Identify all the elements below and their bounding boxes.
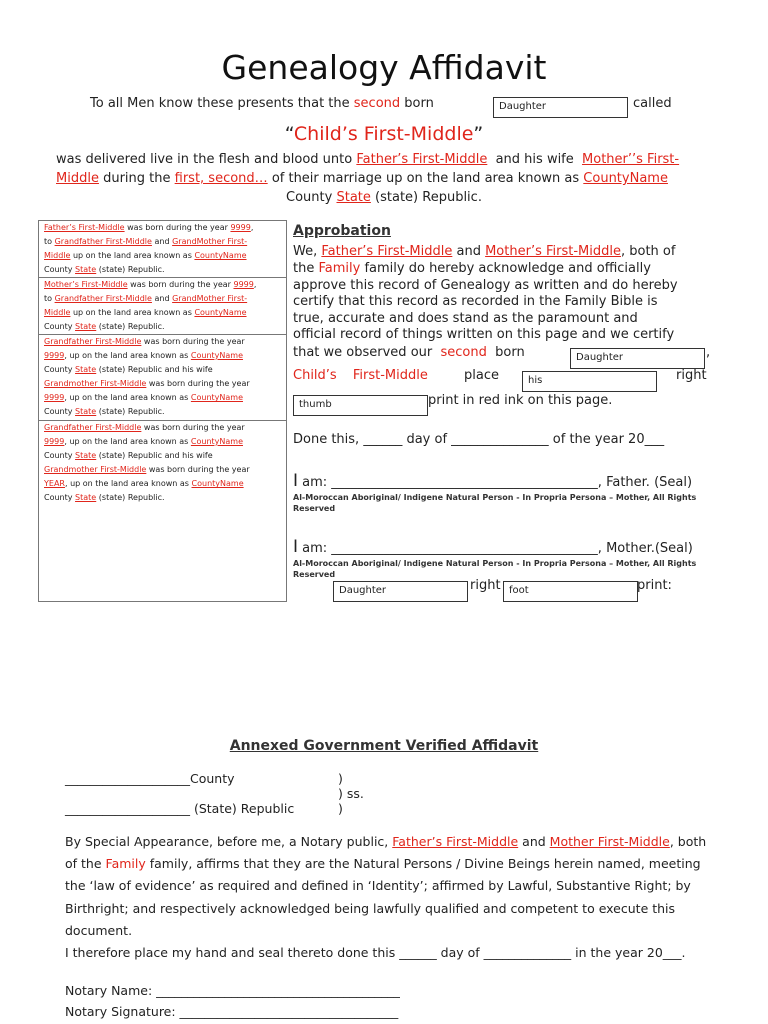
right-word: right bbox=[676, 368, 707, 383]
record-maternal-grandparents bbox=[38, 421, 287, 508]
rec-year: 9999 bbox=[44, 437, 65, 447]
rec-text: to bbox=[44, 294, 53, 304]
intro-text: To all Men know these presents that the bbox=[90, 96, 350, 111]
rec-text: County bbox=[44, 365, 73, 375]
rec-state: State bbox=[75, 451, 97, 461]
rec-grandmother-cont: Middle bbox=[44, 251, 71, 261]
observed-born-field[interactable]: Daughter bbox=[570, 348, 705, 369]
rec-text: and bbox=[154, 237, 170, 247]
annex-text: By Special Appearance, before me, a Notary public, bbox=[65, 834, 389, 849]
i-letter: I bbox=[293, 471, 299, 491]
rec-year: 9999 bbox=[44, 351, 65, 361]
father-name: Father’s First-Middle bbox=[356, 152, 488, 167]
rec-county: CountyName bbox=[194, 251, 247, 261]
birth-order: second bbox=[353, 96, 401, 111]
annex-text: family, affirms that they are the Natural Persons / Divine Beings herein named, meeting bbox=[149, 856, 701, 872]
rec-text: was born during the year bbox=[148, 379, 250, 389]
father-status-note: Al-Moroccan Aboriginal/ Indigene Natural Person - In Propria Persona – Mother, All Rights Reserved bbox=[293, 493, 697, 513]
notary-line-5: document. bbox=[65, 922, 133, 938]
rec-state: State bbox=[75, 407, 97, 417]
appr-text: the bbox=[293, 261, 315, 276]
intro-text: County bbox=[286, 190, 333, 205]
rec-text: County bbox=[44, 322, 73, 332]
appr-father: Father’s First-Middle bbox=[321, 244, 453, 259]
i-letter: I bbox=[293, 537, 299, 557]
appr-text: and bbox=[456, 244, 481, 259]
digit-field[interactable]: thumb bbox=[293, 395, 428, 416]
ss-marker: ) ss. bbox=[338, 786, 364, 801]
mother-name-cont: Middle bbox=[56, 171, 99, 186]
rec-grandmother: Grandmother First-Middle bbox=[44, 379, 147, 389]
rec-text: (state) Republic and his wife bbox=[98, 451, 213, 461]
rec-state: State bbox=[75, 322, 97, 332]
rec-county: CountyName bbox=[190, 437, 243, 447]
quote-open: “ bbox=[284, 123, 294, 145]
rec-text: (state) Republic. bbox=[98, 322, 165, 332]
appr-text: , both of bbox=[620, 244, 676, 259]
rec-grandmother: GrandMother First- bbox=[172, 237, 248, 247]
father-signature-line bbox=[293, 470, 692, 494]
rec-text: , up on the land area known as bbox=[64, 437, 189, 447]
rec-grandmother: Grandmother First-Middle bbox=[44, 465, 147, 475]
daughter-field[interactable]: Daughter bbox=[333, 581, 468, 602]
approbation-line-4: certify that this record as recorded in the Family Bible is bbox=[293, 294, 658, 309]
intro-text: (state) Republic. bbox=[375, 190, 482, 205]
notary-signature-line: Notary Signature: ___________________________________ bbox=[65, 1004, 399, 1019]
appr-text: that we observed our bbox=[293, 345, 433, 360]
done-this-line: Done this, ______ day of _______________ of the year 20___ bbox=[293, 432, 665, 447]
approbation-line-1 bbox=[293, 244, 709, 261]
appr-text: family do hereby acknowledge and officially bbox=[364, 261, 651, 276]
rec-text: County bbox=[44, 451, 73, 461]
annex-text: of the bbox=[65, 856, 102, 872]
rec-text: up on the land area known as bbox=[72, 308, 192, 318]
child-name-line bbox=[0, 120, 768, 148]
county-name: CountyName bbox=[583, 171, 668, 186]
rec-text: County bbox=[44, 493, 73, 503]
intro-text: was delivered live in the flesh and blood unto bbox=[56, 152, 353, 167]
rec-text: (state) Republic. bbox=[98, 265, 165, 275]
intro-line-1 bbox=[90, 94, 434, 113]
annex-father: Father’s First-Middle bbox=[392, 834, 519, 849]
rec-county: CountyName bbox=[190, 393, 243, 403]
rec-state: State bbox=[75, 365, 97, 375]
rec-grandfather: Grandfather First-Middle bbox=[44, 423, 142, 432]
approbation-heading: Approbation bbox=[293, 223, 391, 239]
child-name: Child’s First-Middle bbox=[293, 123, 474, 145]
paren-1: ) bbox=[338, 771, 343, 786]
rec-text: was born during the year bbox=[130, 280, 231, 289]
rec-grandfather: Grandfather First-Middle bbox=[54, 237, 152, 247]
annex-text: and bbox=[522, 834, 546, 849]
notary-name-line: Notary Name: _______________________________________ bbox=[65, 983, 400, 998]
rec-county: CountyName bbox=[190, 351, 243, 361]
approbation-line-5: true, accurate and does stand as the paramount and bbox=[293, 311, 638, 326]
appr-text: born bbox=[495, 345, 525, 360]
rec-text: was born during the year bbox=[143, 423, 245, 432]
notary-paragraph bbox=[65, 831, 720, 964]
mother-status-note: Al-Moroccan Aboriginal/ Indigene Natural Person - In Propria Persona – Mother, All Rights Reserved bbox=[293, 559, 697, 579]
mother-name: Mother’’s First- bbox=[582, 152, 680, 167]
record-mother: Mother’s First-Middle was born during the year 9999, to Grandfather First-Middle and GrandMother First- Middle up on the land area known as CountyName County State (state) Republic. bbox=[38, 278, 287, 335]
rec-text: (state) Republic. bbox=[98, 493, 165, 503]
signature-text: am: _________________________________________, Mother.(Seal) bbox=[302, 541, 693, 556]
rec-state: State bbox=[75, 265, 97, 275]
rec-text: up on the land area known as bbox=[72, 251, 192, 261]
print-red-ink-text: print in red ink on this page. bbox=[428, 393, 613, 408]
print-label: print: bbox=[637, 578, 672, 593]
notary-line-2 bbox=[65, 853, 720, 875]
intro-line-3 bbox=[56, 150, 716, 169]
rec-grandmother: GrandMother First- bbox=[172, 294, 248, 304]
notary-line-4: Birthright; and respectively acknowledged being lawfully qualified and competent to execute this bbox=[65, 900, 676, 916]
born-as-field[interactable]: Daughter bbox=[493, 97, 628, 118]
notary-line-6: I therefore place my hand and seal thereto done this ______ day of ______________ in the year 20___. bbox=[65, 945, 686, 961]
quote-close: ” bbox=[473, 123, 484, 145]
intro-text: born bbox=[404, 96, 434, 111]
rec-year: YEAR bbox=[44, 479, 65, 489]
rec-county: CountyName bbox=[194, 308, 247, 318]
state-line: ____________________ (State) Republic bbox=[65, 801, 295, 816]
notary-line-3: the ‘law of evidence’ as required and defined in ‘Identity’; affirmed by Lawful, Substantive Right; by bbox=[65, 878, 691, 894]
rec-grandfather: Grandfather First-Middle bbox=[44, 337, 142, 346]
annex-family: Family bbox=[105, 856, 146, 872]
pronoun-field[interactable]: his bbox=[522, 371, 657, 392]
intro-text: and his wife bbox=[495, 152, 574, 167]
rec-text: to bbox=[44, 237, 53, 247]
rec-text: (state) Republic and his wife bbox=[98, 365, 213, 375]
rec-text: County bbox=[44, 407, 73, 417]
limb-field[interactable]: foot bbox=[503, 581, 638, 602]
approbation-line-3: approve this record of Genealogy as written and do hereby bbox=[293, 278, 678, 293]
state-name: State bbox=[336, 190, 371, 205]
paren-3: ) bbox=[338, 801, 343, 816]
rec-grandfather: Grandfather First-Middle bbox=[54, 294, 152, 304]
rec-text: County bbox=[44, 265, 73, 275]
annex-text: , both bbox=[669, 834, 707, 849]
page-title: Genealogy Affidavit bbox=[221, 48, 547, 87]
annex-heading: Annexed Government Verified Affidavit bbox=[229, 738, 539, 754]
rec-text: , up on the land area known as bbox=[64, 479, 189, 489]
appr-child-name: Child’s First-Middle bbox=[293, 368, 428, 383]
rec-year: 9999 bbox=[233, 280, 254, 289]
marriage-order: first, second… bbox=[174, 171, 268, 186]
rec-text: was born during the year bbox=[143, 337, 245, 346]
annex-mother: Mother First-Middle bbox=[549, 834, 670, 849]
comma: , bbox=[706, 345, 711, 360]
rec-text: and bbox=[154, 294, 170, 304]
right-word-2: right bbox=[470, 578, 501, 593]
mother-signature-line bbox=[293, 536, 693, 560]
rec-text: (state) Republic. bbox=[98, 407, 165, 417]
rec-text: , up on the land area known as bbox=[64, 351, 189, 361]
appr-family: Family bbox=[318, 261, 361, 276]
notary-line-1 bbox=[65, 831, 720, 853]
rec-text: was born during the year bbox=[148, 465, 250, 475]
rec-text: was born during the year bbox=[127, 223, 228, 232]
approbation-line-7 bbox=[293, 345, 573, 362]
rec-county: CountyName bbox=[191, 479, 244, 489]
rec-grandmother-cont: Middle bbox=[44, 308, 71, 318]
record-paternal-grandparents bbox=[38, 335, 287, 421]
intro-called: called bbox=[633, 96, 672, 111]
rec-year: 9999 bbox=[230, 223, 251, 232]
signature-text: am: _________________________________________, Father. (Seal) bbox=[302, 475, 693, 490]
rec-year: 9999 bbox=[44, 393, 65, 403]
approbation-line-6: official record of things written on this page and we certify bbox=[293, 327, 675, 342]
appr-mother: Mother’s First-Middle bbox=[485, 244, 621, 259]
intro-text: during the bbox=[103, 171, 171, 186]
appr-text: We, bbox=[293, 244, 318, 259]
rec-state: State bbox=[75, 493, 97, 503]
approbation-line-2 bbox=[293, 261, 709, 278]
rec-name: Mother’s First-Middle bbox=[44, 280, 128, 289]
intro-line-4 bbox=[56, 169, 716, 188]
intro-text: of their marriage up on the land area known as bbox=[271, 171, 580, 186]
place-word: place bbox=[464, 368, 499, 383]
intro-line-5 bbox=[0, 188, 768, 207]
record-father: Father’s First-Middle was born during the year 9999, to Grandfather First-Middle and GrandMother First- Middle up on the land area known as CountyName County State (state) Republic. bbox=[38, 221, 287, 278]
rec-text: , up on the land area known as bbox=[64, 393, 189, 403]
appr-birth-order: second bbox=[440, 345, 487, 360]
rec-name: Father’s First-Middle bbox=[44, 223, 125, 232]
county-line: ____________________County bbox=[65, 771, 235, 786]
